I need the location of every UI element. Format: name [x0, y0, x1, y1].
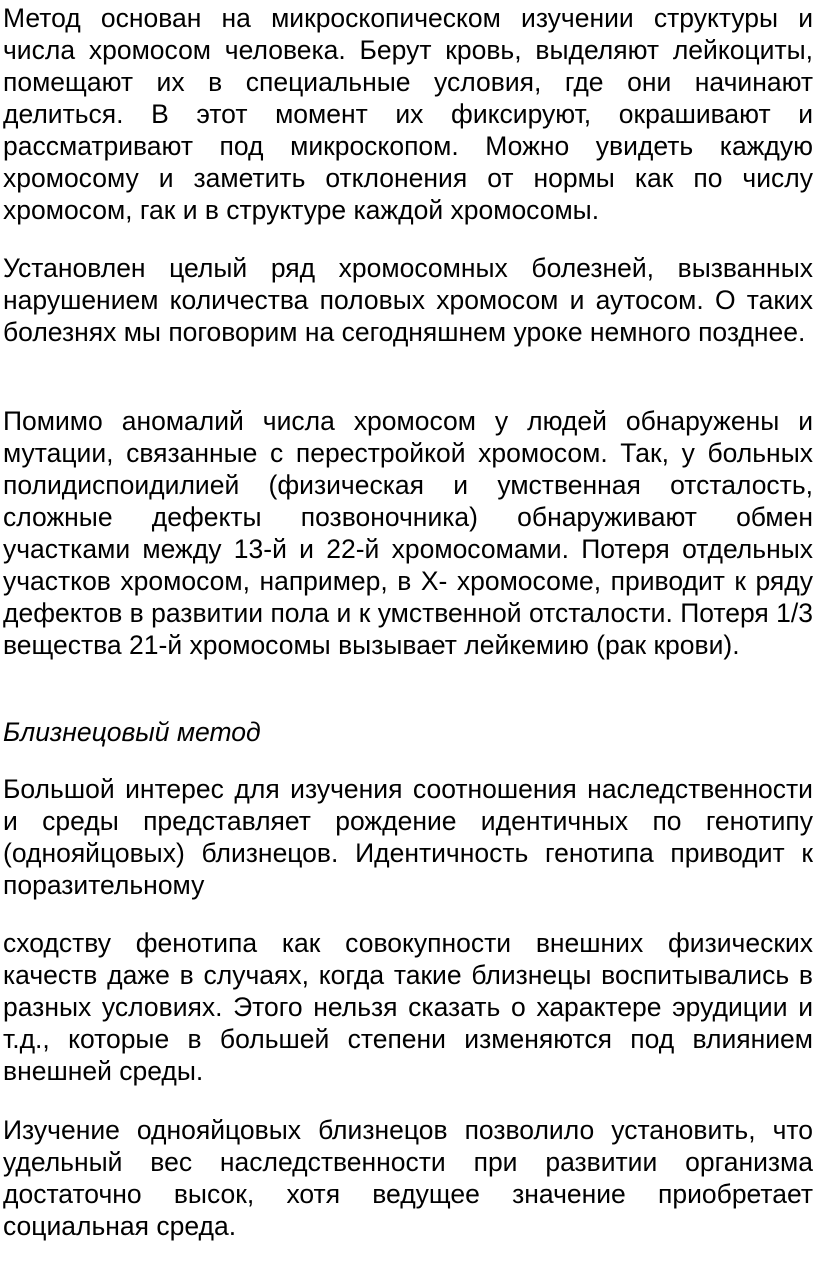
paragraph-chromosome-mutations: Помимо аномалий числа хромосом у людей обнаружены и мутации, связанные с перестройкой хромосом. Так, у больных полидиспоидилией (физическая и умственная отсталость, сложные дефекты позвоночника) обнаруживают обмен участками между 13-й и 22-й хромосомами. Потеря отдельных участков хромосом, например, в X- хромосоме, приводит к ряду дефектов в развитии пола и к умственной отсталости. Потеря 1/3 вещества 21-й хромосомы вызывает лейкемию (рак крови).	[3, 406, 813, 660]
paragraph-twin-conclusion: Изучение однояйцовых близнецов позволило установить, что удельный вес наследственности при развитии организма достаточно высок, хотя ведущее значение приобретает социальная среда.	[3, 1115, 813, 1241]
paragraph-twin-interest: Большой интерес для изучения соотношения наследственности и среды представляет рождение идентичных по генотипу (однояйцовых) близнецов. Идентичность генотипа приводит к поразительному	[3, 774, 813, 900]
section-heading: Близнецовый метод	[3, 717, 261, 747]
paragraph-twin-phenotype: сходству фенотипа как совокупности внешних физических качеств даже в случаях, когда такие близнецы воспитывались в разных условиях. Этого нельзя сказать о характере эрудиции и т.д., которые в большей степени изменяются под влиянием внешней среды.	[3, 928, 813, 1086]
paragraph-cytogenetic-method: Метод основан на микроскопическом изучении структуры и числа хромосом человека. Берут кровь, выделяют лейкоциты, помещают их в специальные условия, где они начинают делиться. В этот момент их фиксируют, окрашивают и рассматривают под микроскопом. Можно увидеть каждую хромосому и заметить отклонения от нормы как по числу хромосом, гак и в структуре каждой хромосомы.	[3, 3, 813, 225]
paragraph-chromosomal-diseases: Установлен целый ряд хромосомных болезней, вызванных нарушением количества половых хромосом и аутосом. О таких болезнях мы поговорим на сегодняшнем уроке немного позднее.	[3, 253, 813, 347]
